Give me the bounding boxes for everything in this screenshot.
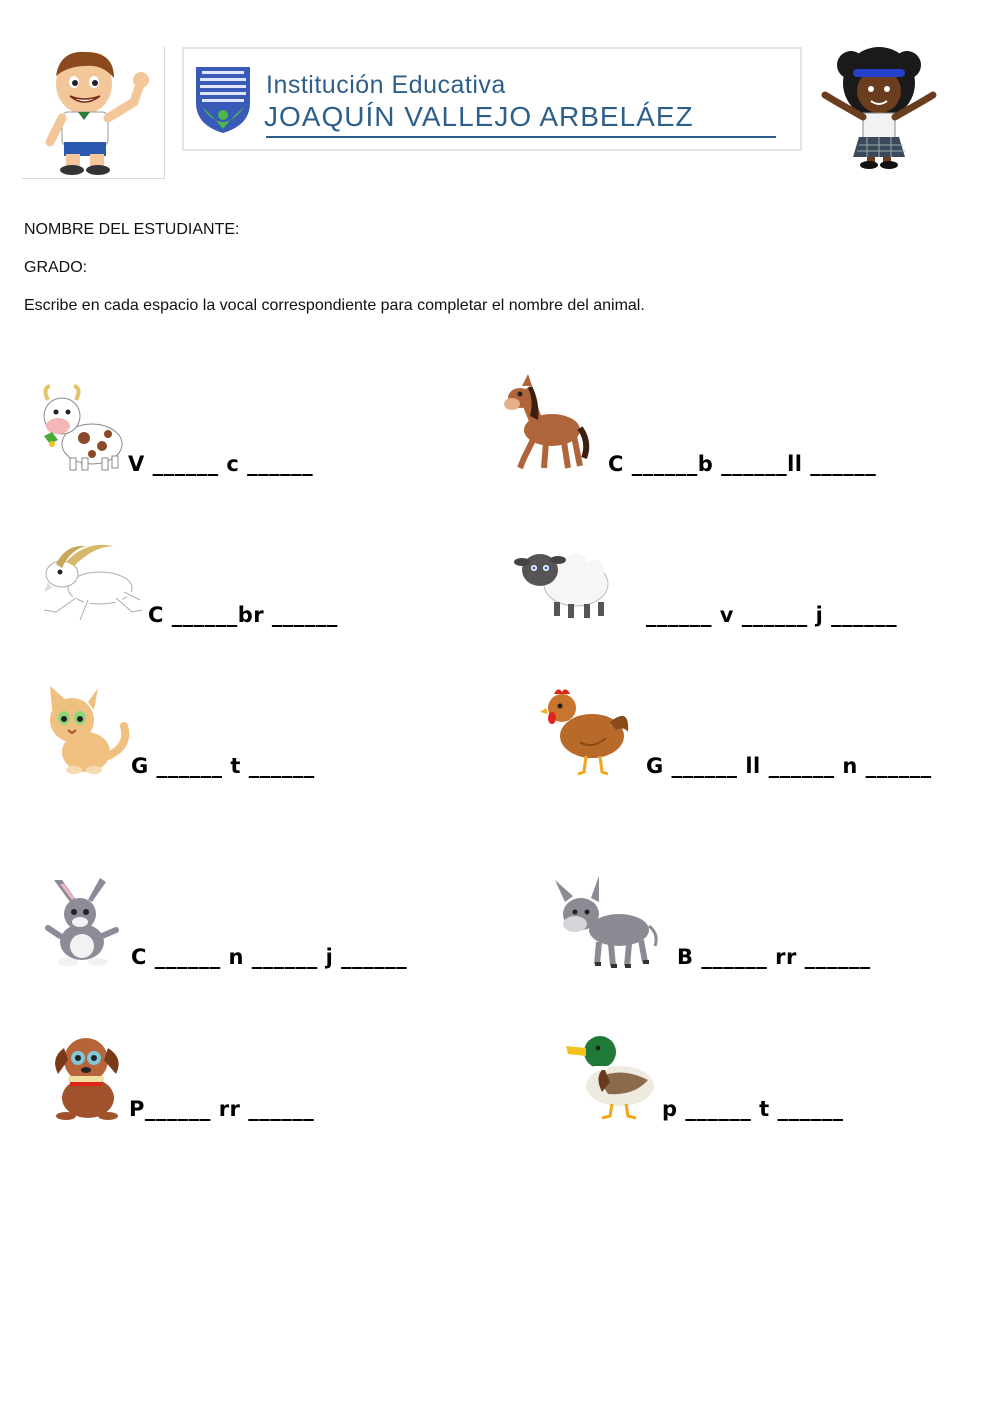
goat-illustration bbox=[36, 540, 146, 629]
rabbit-word-exercise[interactable]: C ______ n ______ j ______ bbox=[131, 945, 408, 969]
dog-word-exercise[interactable]: P______ rr ______ bbox=[129, 1097, 315, 1121]
cow-illustration bbox=[34, 382, 126, 479]
girl-illustration bbox=[815, 45, 945, 170]
instructions-text: Escribe en cada espacio la vocal correspondiente para completar el nombre del animal. bbox=[24, 297, 645, 314]
goat-word-exercise[interactable]: C ______br ______ bbox=[148, 603, 338, 627]
grade-label: GRADO: bbox=[24, 259, 88, 276]
duck-illustration bbox=[564, 1030, 660, 1127]
sheep-illustration bbox=[514, 540, 618, 629]
horse-word-exercise[interactable]: C ______b ______ll ______ bbox=[608, 452, 877, 476]
horse-illustration bbox=[500, 372, 590, 477]
donkey-word-exercise[interactable]: B ______ rr ______ bbox=[677, 945, 871, 969]
boy-illustration bbox=[22, 46, 165, 179]
banner-underline bbox=[266, 136, 776, 138]
school-banner bbox=[182, 47, 802, 151]
cat-word-exercise[interactable]: G ______ t ______ bbox=[131, 754, 315, 778]
duck-word-exercise[interactable]: p ______ t ______ bbox=[662, 1097, 844, 1121]
school-name-line2: JOAQUÍN VALLEJO ARBELÁEZ bbox=[264, 101, 694, 132]
student-name-label: NOMBRE DEL ESTUDIANTE: bbox=[24, 221, 240, 238]
cow-word-exercise[interactable]: V ______ c ______ bbox=[128, 452, 314, 476]
hen-word-exercise[interactable]: G ______ ll ______ n ______ bbox=[646, 754, 932, 778]
school-crest-icon bbox=[192, 63, 254, 135]
donkey-illustration bbox=[555, 874, 659, 975]
sheep-word-exercise[interactable]: ______ v ______ j ______ bbox=[646, 603, 898, 627]
rabbit-illustration bbox=[36, 878, 128, 975]
cat-illustration bbox=[38, 686, 130, 783]
dog-illustration bbox=[40, 1030, 132, 1127]
school-name-line1: Institución Educativa bbox=[266, 71, 506, 99]
hen-illustration bbox=[540, 686, 632, 783]
